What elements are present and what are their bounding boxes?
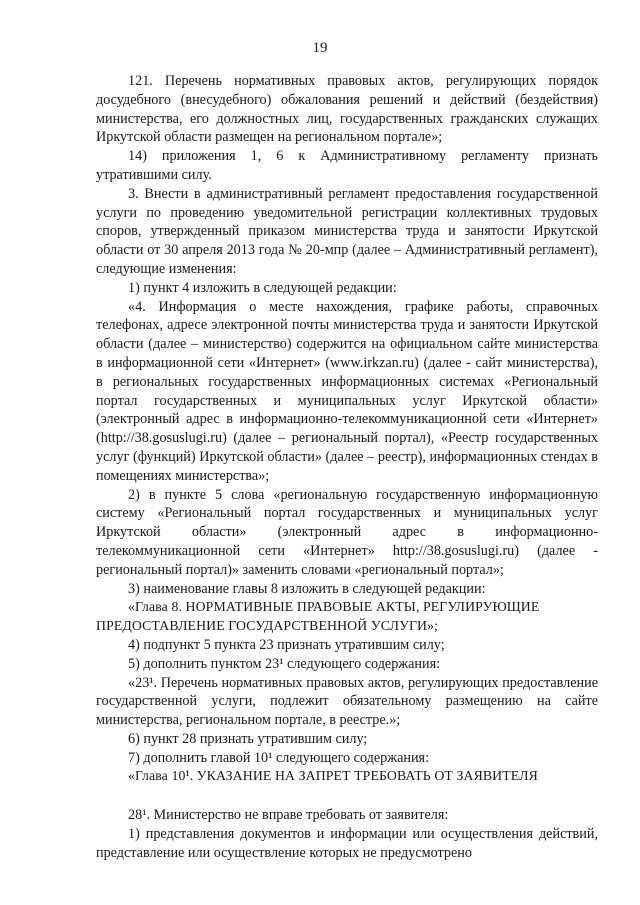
paragraph-item-14: 14) приложения 1, 6 к Административному регламенту признать утратившими силу.: [96, 148, 598, 183]
spacer: [96, 786, 598, 806]
paragraph-121: 121. Перечень нормативных правовых актов, регулирующих порядок досудебного (внесудебного) обжалования решений и действий (бездействия) министерства, его должностных лиц, государственных гражданских служащих Иркутской области размещен на региональном портале»;: [96, 73, 598, 146]
paragraph-item-1: 1) пункт 4 изложить в следующей редакции:: [128, 279, 397, 296]
paragraph-point-4: «4. Информация о месте нахождения, графике работы, справочных телефонах, адресе электронной почты министерства труда и занятости Иркутской области (далее – министерство) содержится на официальном сайте министерства в информационной сети «Интернет» (www.irkzan.ru) (далее - сайт министерства), в региональных государственных информационных системах «Региональный портал государственных и муниципальных услуг Иркутской области» (электронный адрес в информационно-телекоммуникационной сети «Интернет» (http://38.gosuslugi.ru) (далее – региональный портал), «Реестр государственных услуг (функций) Иркутской области» (далее – реестр), информационных стендах в помещениях министерства»;: [96, 298, 598, 484]
paragraph-section-3: 3. Внести в административный регламент предоставления государственной услуги по проведению уведомительной регистрации коллективных трудовых споров, утвержденный приказом министерства труда и занятости Иркутской области от 30 апреля 2013 года № 20-мпр (далее – Административный регламент), следующие изменения:: [96, 185, 598, 277]
chapter-10-1-heading: «Глава 10¹. УКАЗАНИЕ НА ЗАПРЕТ ТРЕБОВАТЬ ОТ ЗАЯВИТЕЛЯ: [128, 768, 538, 784]
paragraph-item-4: 4) подпункт 5 пункта 23 признать утратившим силу;: [128, 636, 445, 653]
paragraph-item-2: 2) в пункте 5 слова «региональную государственную информационную систему «Региональный портал государственных и муниципальных услуг Иркутской области» (электронный адрес в информационно-телекоммуникационной сети «Интернет» http://38.gosuslugi.ru) (далее - региональный портал)» заменить словами «региональный портал»;: [96, 486, 598, 578]
paragraph-item-6: 6) пункт 28 признать утратившим силу;: [128, 730, 368, 747]
document-body: [96, 72, 598, 863]
chapter-8-heading: «Глава 8. НОРМАТИВНЫЕ ПРАВОВЫЕ АКТЫ, РЕГУЛИРУЮЩИЕ ПРЕДОСТАВЛЕНИЕ ГОСУДАРСТВЕННОЙ УСЛУГИ»;: [96, 599, 540, 634]
paragraph-point-28-1: 28¹. Министерство не вправе требовать от заявителя:: [128, 807, 449, 824]
paragraph-point-23-1: «23¹. Перечень нормативных правовых актов, регулирующих предоставление государственной услуги, подлежит обязательному размещению на сайте министерства, региональном портале, в реестре.»;: [96, 674, 598, 729]
paragraph-item-5: 5) дополнить пунктом 23¹ следующего содержания:: [128, 655, 441, 672]
paragraph-item-3: 3) наименование главы 8 изложить в следующей редакции:: [128, 580, 486, 597]
paragraph-item-7: 7) дополнить главой 10¹ следующего содержания:: [128, 749, 430, 766]
page-number: 19: [312, 40, 328, 56]
paragraph-subitem-1: 1) представления документов и информации или осуществления действий, представление или осуществление которых не предусмотрено: [96, 826, 598, 861]
